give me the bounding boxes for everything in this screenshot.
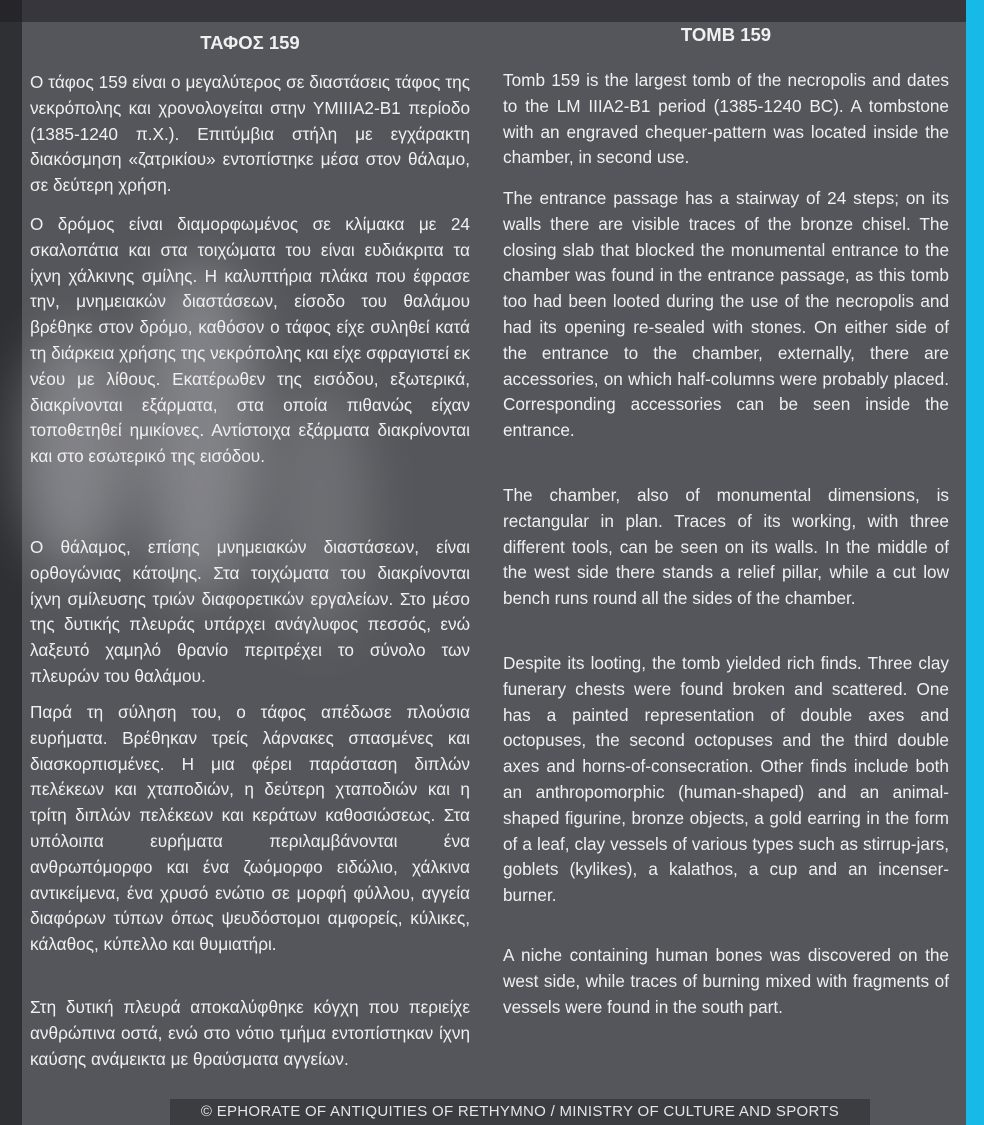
english-paragraph: Tomb 159 is the largest tomb of the necropolis and dates to the LM IIIA2-B1 period (1385-1240 BC). A tombstone with an engraved chequer-pattern was located inside the chamber, in second use. xyxy=(503,70,949,168)
greek-paragraph: Ο θάλαμος, επίσης μνημειακών διαστάσεων, είναι ορθογώνιας κάτοψης. Στα τοιχώματα του διακρίνονται ίχνη σμίλευσης τριών διαφορετικών εργαλείων. Στο μέσο της δυτικής πλευράς υπάρχει ανάγλυφος πεσσός, ενώ λαξευτό χαμηλό θρανίο περιτρέχει το σύνολο των πλευρών του θαλάμου. xyxy=(30,537,470,686)
english-paragraph: The entrance passage has a stairway of 24 steps; on its walls there are visible traces of the bronze chisel. The closing slab that blocked the monumental entrance to the chamber was found in the entrance passage, as this tomb too had been looted during the use of the necropolis and had its opening re-sealed with stones. On either side of the entrance to the chamber, externally, there are accessories, on which half-columns were probably placed. Corresponding accessories can be seen inside the entrance. xyxy=(503,188,949,441)
left-shadow xyxy=(0,0,22,1125)
greek-paragraph: Παρά τη σύληση του, ο τάφος απέδωσε πλούσια ευρήματα. Βρέθηκαν τρείς λάρνακες σπασμένες και διασκορπισμένες. Η μια φέρει παράσταση διπλών πελέκεων και χταποδιών, η δεύτερη χταποδιών και η τρίτη διπλών πελέκεων και κεράτων καθοσιώσεως. Στα υπόλοιπα ευρήματα περιλαμβάνονται ένα ανθρωπόμορφο και ένα ζωόμορφο ειδώλιο, χάλκινα αντικείμενα, ένα χρυσό ενώτιο σε μορφή φύλλου, αγγεία διαφόρων τύπων όπως ψευδόστομοι αμφορείς, κύλικες, κάλαθος, κύπελλο και θυμιατήρι. xyxy=(30,702,470,955)
credit-footer: © EPHORATE OF ANTIQUITIES OF RETHYMNO / MINISTRY OF CULTURE AND SPORTS xyxy=(170,1099,870,1125)
top-shadow xyxy=(0,0,966,22)
english-paragraph: Despite its looting, the tomb yielded rich finds. Three clay funerary chests were found broken and scattered. One has a painted representation of double axes and octopuses, the second octopuses and the third double axes and horns-of-consecration. Other finds include both an anthropomorphic (human-shaped) and an animal-shaped figurine, bronze objects, a gold earring in the form of a leaf, clay vessels of various types such as stirrup-jars, goblets (kylikes), a kalathos, a cup and an incenser-burner. xyxy=(503,653,949,906)
english-title: TOMB 159 xyxy=(680,24,772,45)
english-paragraph: A niche containing human bones was discovered on the west side, while traces of burning mixed with fragments of vessels were found in the south part. xyxy=(503,945,949,1017)
greek-paragraph: Στη δυτική πλευρά αποκαλύφθηκε κόγχη που περιείχε ανθρώπινα οστά, ενώ στο νότιο τμήμα εντοπίστηκαν ίχνη καύσης ανάμεικτα με θραύσματα αγγείων. xyxy=(30,997,470,1069)
english-paragraph: The chamber, also of monumental dimensions, is rectangular in plan. Traces of its working, with three different tools, can be seen on its walls. In the middle of the west side there stands a relief pillar, while a cut low bench runs round all the sides of the chamber. xyxy=(503,485,949,609)
greek-title: ΤΑΦΟΣ 159 xyxy=(200,32,300,53)
greek-paragraph: Ο δρόμος είναι διαμορφωμένος σε κλίμακα με 24 σκαλοπάτια και στα τοιχώματα του είναι ευδιάκριτα τα ίχνη χάλκινης σμίλης. Η καλυπτήρια πλάκα που έφρασε την, μνημειακών διαστάσεων, είσοδο του θαλάμου βρέθηκε στον δρόμο, καθόσον ο τάφος είχε συληθεί κατά τη διάρκεια χρήσης της νεκρόπολης και είχε σφραγιστεί εκ νέου με λίθους. Εκατέρωθεν της εισόδου, εξωτερικά, διακρίνονται εξάρματα, στα οποία πιθανώς είχαν τοποθετηθεί ημικίονες. Αντίστοιχα εξάρματα διακρίνονται και στο εσωτερικό της εισόδου. xyxy=(30,214,470,467)
greek-paragraph: Ο τάφος 159 είναι ο μεγαλύτερος σε διαστάσεις τάφος της νεκρόπολης και χρονολογείται στην ΥΜΙΙΙΑ2-Β1 περίοδο (1385-1240 π.Χ.). Επιτύμβια στήλη με εγχάρακτη διακόσμηση «ζατρικίου» εντοπίστηκε μέσα στον θάλαμο, σε δεύτερη χρήση. xyxy=(30,72,470,196)
